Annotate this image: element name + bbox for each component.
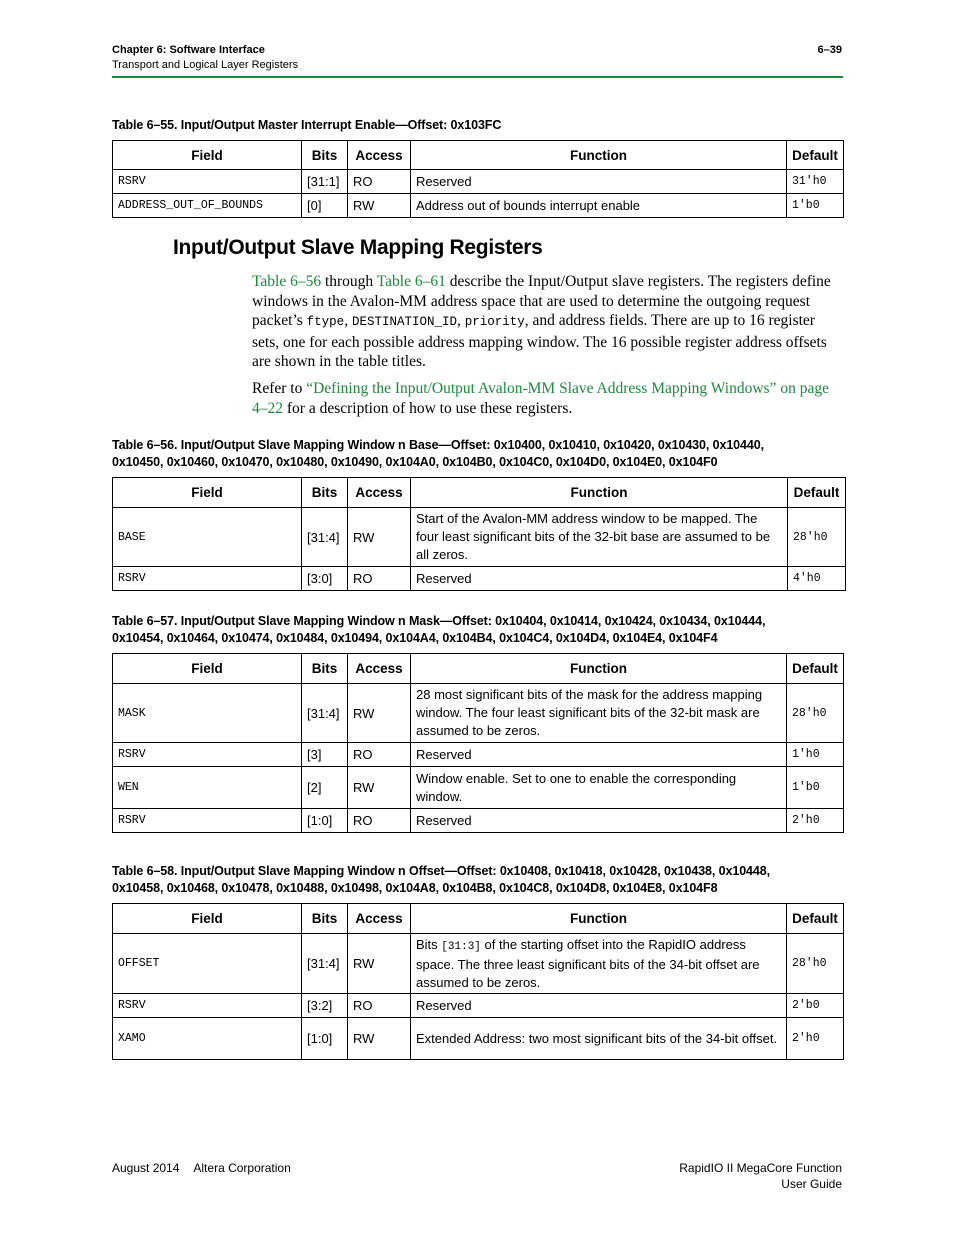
table-row xyxy=(113,934,844,994)
access-cell: RO xyxy=(348,567,411,591)
column-header: Bits xyxy=(302,141,348,170)
field-cell: WEN xyxy=(113,767,302,809)
field-cell: MASK xyxy=(113,684,302,743)
table-caption-line: Table 6–56. Input/Output Slave Mapping Window n Base—Offset: 0x10400, 0x10410, 0x10420, 0x10430, 0x10440, xyxy=(112,438,764,452)
access-cell: RW xyxy=(348,934,411,994)
body-paragraph xyxy=(252,272,842,372)
bits-cell: [31:4] xyxy=(302,508,348,567)
page-number: 6–39 xyxy=(817,44,842,56)
section-title: Transport and Logical Layer Registers xyxy=(112,59,299,71)
default-cell: 2'h0 xyxy=(787,1018,844,1060)
bits-cell: [3:0] xyxy=(302,567,348,591)
column-header: Bits xyxy=(302,904,348,934)
default-cell: 1'b0 xyxy=(787,194,844,218)
table-caption xyxy=(112,863,770,897)
code-ftype: ftype xyxy=(306,315,345,330)
table-header-row xyxy=(113,654,844,684)
body-paragraph xyxy=(252,379,842,418)
column-header: Default xyxy=(788,478,846,508)
column-header: Default xyxy=(787,654,844,684)
table-caption-line: 0x10454, 0x10464, 0x10474, 0x10484, 0x10494, 0x104A4, 0x104B4, 0x104C4, 0x104D4, 0x104E4, 0x104F4 xyxy=(112,631,718,645)
table-caption-line: 0x10450, 0x10460, 0x10470, 0x10480, 0x10490, 0x104A0, 0x104B0, 0x104C0, 0x104D0, 0x104E0, 0x104F0 xyxy=(112,455,718,469)
bits-cell: [3:2] xyxy=(302,994,348,1018)
bits-cell: [2] xyxy=(302,767,348,809)
default-cell: 2'b0 xyxy=(787,994,844,1018)
field-cell: RSRV xyxy=(113,170,302,194)
field-cell: RSRV xyxy=(113,809,302,833)
function-cell: Reserved xyxy=(411,809,787,833)
body-text: for a description of how to use these registers. xyxy=(283,399,573,417)
column-header: Bits xyxy=(302,478,348,508)
function-cell: Window enable. Set to one to enable the corresponding window. xyxy=(411,767,787,809)
column-header: Bits xyxy=(302,654,348,684)
footer-left xyxy=(112,1160,291,1176)
function-cell: Extended Address: two most significant bits of the 34-bit offset. xyxy=(411,1018,787,1060)
code-destination-id: DESTINATION_ID xyxy=(351,315,457,330)
function-text: of the starting offset into the RapidIO address space. The three least significant bits of the 34-bit offset are assumed to be zeros. xyxy=(416,936,760,990)
table-row xyxy=(113,994,844,1018)
table-caption xyxy=(112,437,764,471)
footer-right xyxy=(679,1160,842,1192)
access-cell: RW xyxy=(348,1018,411,1060)
default-cell: 28'h0 xyxy=(787,684,844,743)
bits-cell: [1:0] xyxy=(302,1018,348,1060)
table-link[interactable]: Table 6–56 xyxy=(252,273,322,290)
bits-cell: [31:1] xyxy=(302,170,348,194)
column-header: Field xyxy=(113,141,302,170)
table-row xyxy=(113,567,846,591)
field-cell: RSRV xyxy=(113,567,302,591)
footer-product: RapidIO II MegaCore Function xyxy=(679,1161,842,1175)
table-caption xyxy=(112,613,765,647)
code-priority: priority xyxy=(464,315,525,330)
table-link[interactable]: Table 6–61 xyxy=(376,273,446,290)
function-cell xyxy=(411,934,787,994)
column-header: Function xyxy=(411,654,787,684)
table-caption: Table 6–55. Input/Output Master Interrupt Enable—Offset: 0x103FC xyxy=(112,118,502,132)
body-text: through xyxy=(321,273,377,290)
access-cell: RW xyxy=(348,767,411,809)
section-heading: Input/Output Slave Mapping Registers xyxy=(173,236,543,259)
table-caption-line: Table 6–58. Input/Output Slave Mapping Window n Offset—Offset: 0x10408, 0x10418, 0x10428, 0x10438, 0x10448, xyxy=(112,864,770,878)
table-row xyxy=(113,194,844,218)
field-cell: OFFSET xyxy=(113,934,302,994)
register-table-57 xyxy=(112,653,844,833)
bits-cell: [3] xyxy=(302,743,348,767)
access-cell: RO xyxy=(348,743,411,767)
field-cell: ADDRESS_OUT_OF_BOUNDS xyxy=(113,194,302,218)
function-cell: 28 most significant bits of the mask for the address mapping window. The four least significant bits of the 32-bit mask are assumed to be zeros. xyxy=(411,684,787,743)
default-cell: 4'h0 xyxy=(788,567,846,591)
function-cell: Address out of bounds interrupt enable xyxy=(411,194,787,218)
header-rule xyxy=(112,76,843,78)
access-cell: RW xyxy=(348,194,411,218)
footer-doc: User Guide xyxy=(781,1177,842,1191)
register-table-58 xyxy=(112,903,844,1060)
table-row xyxy=(113,809,844,833)
register-table-55 xyxy=(112,140,844,218)
table-row xyxy=(113,684,844,743)
field-cell: BASE xyxy=(113,508,302,567)
footer-company: Altera Corporation xyxy=(193,1161,291,1175)
default-cell: 31'h0 xyxy=(787,170,844,194)
function-code: [31:3] xyxy=(441,940,481,953)
function-cell: Start of the Avalon-MM address window to be mapped. The four least significant bits of the 32-bit base are assumed to be all zeros. xyxy=(411,508,788,567)
body-text: describe the Input/Output slave registers. The registers define windows in the Avalon-MM address space that are used to determine the outgoing request packet’s xyxy=(252,273,831,330)
column-header: Default xyxy=(787,141,844,170)
default-cell: 1'h0 xyxy=(787,743,844,767)
field-cell: XAMO xyxy=(113,1018,302,1060)
default-cell: 28'h0 xyxy=(787,934,844,994)
column-header: Function xyxy=(411,904,787,934)
table-row xyxy=(113,767,844,809)
table-header-row xyxy=(113,904,844,934)
function-cell: Reserved xyxy=(411,567,788,591)
body-text: , xyxy=(456,312,465,330)
chapter-title: Chapter 6: Software Interface xyxy=(112,44,265,56)
table-row xyxy=(113,743,844,767)
access-cell: RO xyxy=(348,170,411,194)
column-header: Function xyxy=(411,141,787,170)
bits-cell: [0] xyxy=(302,194,348,218)
bits-cell: [1:0] xyxy=(302,809,348,833)
register-table-56 xyxy=(112,477,846,591)
body-text: , and address fields. There are up to 16 register sets, one for each possible address mapping window. The 16 possible register address offsets are shown in the table titles. xyxy=(252,312,827,371)
bits-cell: [31:4] xyxy=(302,684,348,743)
default-cell: 2'h0 xyxy=(787,809,844,833)
table-row xyxy=(113,170,844,194)
column-header: Access xyxy=(348,478,411,508)
table-header-row xyxy=(113,141,844,170)
function-cell: Reserved xyxy=(411,994,787,1018)
function-cell: Reserved xyxy=(411,743,787,767)
column-header: Access xyxy=(348,904,411,934)
running-header xyxy=(112,43,298,73)
access-cell: RW xyxy=(348,684,411,743)
access-cell: RO xyxy=(348,809,411,833)
column-header: Field xyxy=(113,904,302,934)
column-header: Access xyxy=(348,141,411,170)
table-header-row xyxy=(113,478,846,508)
footer-date: August 2014 xyxy=(112,1161,180,1175)
field-cell: RSRV xyxy=(113,743,302,767)
body-text: , xyxy=(344,312,352,330)
body-text: Refer to xyxy=(252,380,307,397)
default-cell: 28'h0 xyxy=(788,508,846,567)
column-header: Function xyxy=(411,478,788,508)
column-header: Access xyxy=(348,654,411,684)
column-header: Field xyxy=(113,478,302,508)
column-header: Field xyxy=(113,654,302,684)
table-caption-line: Table 6–57. Input/Output Slave Mapping Window n Mask—Offset: 0x10404, 0x10414, 0x10424, 0x10434, 0x10444, xyxy=(112,614,766,628)
column-header: Default xyxy=(787,904,844,934)
cross-reference-link[interactable]: “Defining the Input/Output Avalon-MM Slave Address Mapping Windows” on page 4–22 xyxy=(252,380,829,417)
table-row xyxy=(113,508,846,567)
default-cell: 1'b0 xyxy=(787,767,844,809)
field-cell: RSRV xyxy=(113,994,302,1018)
access-cell: RO xyxy=(348,994,411,1018)
function-text: Bits xyxy=(416,936,442,952)
access-cell: RW xyxy=(348,508,411,567)
function-cell: Reserved xyxy=(411,170,787,194)
table-caption-line: 0x10458, 0x10468, 0x10478, 0x10488, 0x10498, 0x104A8, 0x104B8, 0x104C8, 0x104D8, 0x104E8, 0x104F8 xyxy=(112,881,718,895)
table-row xyxy=(113,1018,844,1060)
bits-cell: [31:4] xyxy=(302,934,348,994)
